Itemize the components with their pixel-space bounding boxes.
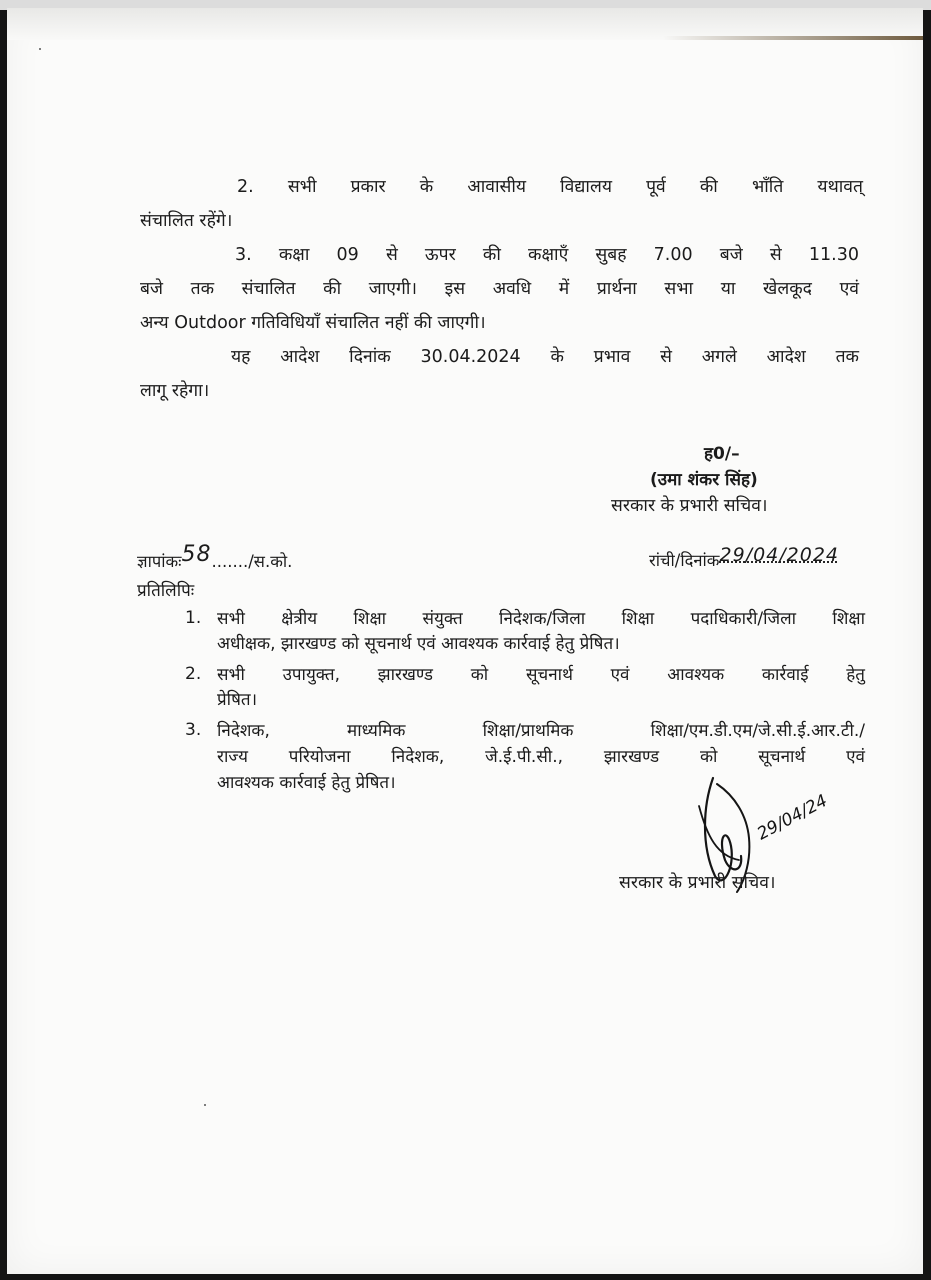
place-date-label: रांची/दिनांक	[649, 551, 720, 570]
memo-label: ज्ञापांकः	[137, 552, 182, 571]
order-line1: यह आदेश दिनांक 30.04.2024 के प्रभाव से अगले आदेश तक	[231, 347, 859, 367]
memo-number: 58	[181, 542, 212, 567]
closing-title: सरकार के प्रभारी सचिव।	[619, 873, 776, 893]
scan-speck	[39, 48, 41, 50]
copy-item-1-line1: सभी क्षेत्रीय शिक्षा संयुक्त निदेशक/जिला शिक्षा पदाधिकारी/जिला शिक्षा	[217, 609, 865, 629]
copy-item-3-number: 3.	[185, 720, 202, 740]
copy-item-2-number: 2.	[185, 664, 202, 684]
copy-item-1-number: 1.	[185, 608, 202, 628]
copy-item-3-line2: राज्य परियोजना निदेशक, जे.ई.पी.सी., झारखण्ड को सूचनार्थ एवं	[217, 747, 865, 767]
signed-mark: ह0/–	[704, 444, 740, 464]
order-line2: लागू रहेगा।	[140, 381, 210, 401]
document-body	[7, 8, 923, 1274]
para2-line2: संचालित रहेंगे।	[140, 211, 233, 231]
place-date	[649, 544, 839, 571]
handwritten-date: 29/04/2024	[719, 544, 839, 566]
para3-line1: 3. कक्षा 09 से ऊपर की कक्षाएँ सुबह 7.00 बजे से 11.30	[235, 245, 859, 265]
signatory-name: (उमा शंकर सिंह)	[650, 470, 758, 490]
para3-line2: बजे तक संचालित की जाएगी। इस अवधि में प्रार्थना सभा या खेलकूद एवं	[140, 279, 859, 299]
para2-line1: 2. सभी प्रकार के आवासीय विद्यालय पूर्व की भाँति यथावत्	[237, 177, 863, 197]
memo-reference	[137, 542, 293, 573]
scan-speck	[204, 1104, 206, 1106]
copy-item-1-line2: अधीक्षक, झारखण्ड को सूचनार्थ एवं आवश्यक कार्रवाई हेतु प्रेषित।	[217, 634, 620, 654]
copy-heading: प्रतिलिपिः	[137, 581, 195, 601]
copy-item-2-line1: सभी उपायुक्त, झारखण्ड को सूचनार्थ एवं आवश्यक कार्रवाई हेतु	[217, 665, 865, 685]
copy-item-2-line2: प्रेषित।	[217, 690, 258, 710]
memo-suffix: ......./स.को.	[211, 552, 293, 571]
signatory-title: सरकार के प्रभारी सचिव।	[611, 496, 768, 516]
signature-stroke-1	[705, 778, 741, 880]
copy-item-3-line3: आवश्यक कार्रवाई हेतु प्रेषित।	[217, 773, 396, 793]
copy-item-3-line1: निदेशक, माध्यमिक शिक्षा/प्राथमिक शिक्षा/एम.डी.एम/जे.सी.ई.आर.टी./	[217, 721, 865, 741]
document-page	[7, 8, 923, 1274]
para3-line3: अन्य Outdoor गतिविधियाँ संचालित नहीं की जाएगी।	[140, 313, 486, 333]
signature-date: 29/04/24	[753, 790, 831, 845]
